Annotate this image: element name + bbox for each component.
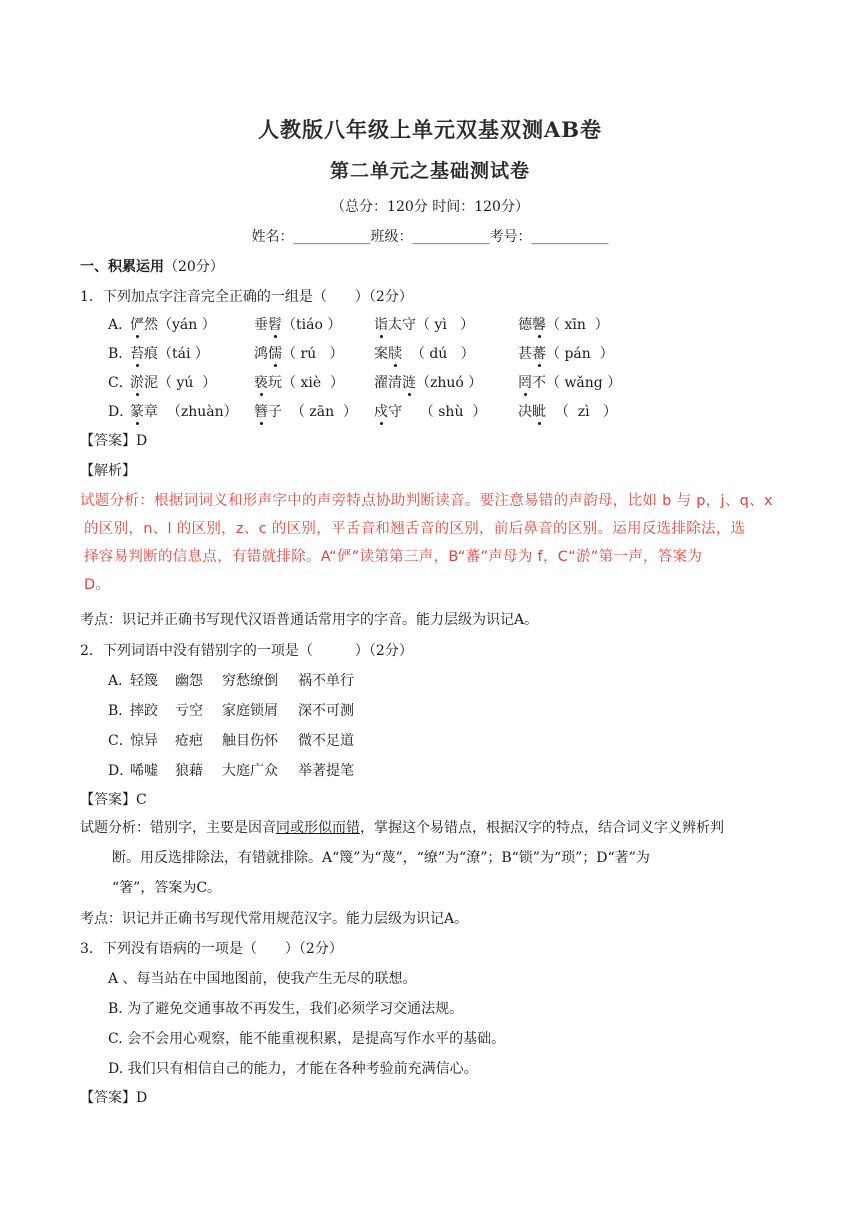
answer-value: C [136, 792, 147, 808]
q3-option-a: A 、每当站在中国地图前，使我产生无尽的联想。 [108, 971, 417, 987]
dotted-character: 髫 [268, 314, 282, 334]
q1-option-item [518, 314, 609, 334]
item-text: 垂 [254, 317, 268, 333]
analysis-line: 择容易判断的信息点，有错就排除。A“俨”读第第三声，B“蕃”声母为 f，C“淤”第一声，答案为 [84, 549, 703, 565]
dotted-character: 戍 [374, 401, 388, 421]
item-pinyin: 然（yán ） [144, 317, 216, 333]
q1-kaodian: 考点：识记并正确书写现代汉语普通话常用字的字音。能力层级为识记A。 [80, 612, 539, 628]
q1-analysis [80, 487, 794, 599]
q1-option-item [374, 401, 486, 421]
item-text: 决 [518, 404, 532, 420]
item-pinyin: 太守（ yì ） [388, 317, 475, 333]
dotted-character: 牍 [388, 343, 402, 363]
q1-option-item [254, 372, 344, 392]
answer-label: 【答案】 [80, 792, 136, 808]
q1-option-letter: C． [108, 375, 133, 391]
q2-answer [80, 789, 147, 809]
item-pinyin: 痕（tái ） [144, 346, 209, 362]
q1-option-item [130, 401, 238, 421]
q2-option-word: 家庭锁屑 [222, 703, 278, 719]
dotted-character: 眦 [532, 401, 546, 421]
item-pinyin: 子 （ zān ） [268, 404, 357, 420]
q1-option-item [254, 401, 357, 421]
q2-option-word: 惊异 [130, 733, 158, 749]
document-title: 人教版八年级上单元双基双测AB卷 [257, 117, 603, 142]
q1-option-item [374, 372, 482, 392]
q2-option-word: 大庭广众 [222, 763, 278, 779]
q2-stem: 2．下列词语中没有错别字的一项是（ ）（2分） [80, 643, 413, 659]
document-subtitle: 第二单元之基础测试卷 [329, 160, 530, 182]
dotted-character: 淤 [130, 372, 144, 392]
analysis-line: D。 [84, 577, 111, 593]
q2-option-letter: D． [108, 763, 134, 779]
q1-stem: 1．下列加点字注音完全正确的一组是（ ）（2分） [80, 289, 413, 305]
analysis-underlined-text: 同或形似而错 [276, 820, 360, 836]
q3-option-b: B. 为了避免交通事故不再发生，我们必须学习交通法规。 [108, 1001, 464, 1017]
answer-value: D [136, 433, 148, 449]
section-heading [80, 256, 224, 276]
dotted-character: 篆 [130, 401, 144, 421]
answer-value: D [136, 1090, 148, 1106]
item-pinyin: （zhuó ） [416, 375, 483, 391]
q2-option-word: 穷愁缭倒 [222, 673, 278, 689]
analysis-text: 试题分析：错别字，主要是因音 [80, 820, 276, 836]
item-pinyin: 章 （zhuàn） [144, 404, 238, 420]
q3-stem: 3．下列没有语病的一项是（ ）（2分） [80, 941, 343, 957]
q2-option-word: 微不足道 [298, 733, 354, 749]
q1-option-item [518, 372, 621, 392]
section-points: （20分） [164, 259, 224, 275]
q1-analysis-label: 【解析】 [80, 463, 136, 479]
q1-option-item [130, 314, 216, 334]
q1-option-item [518, 401, 617, 421]
q1-option-item [374, 314, 474, 334]
analysis-line: 试题分析：根据词词义和形声字中的声旁特点协助判断读音。要注意易错的声韵母，比如 b 与 p，j、q、x [80, 493, 773, 509]
item-pinyin: （ zì ） [546, 404, 618, 420]
q2-option-word: 深不可测 [298, 703, 354, 719]
item-pinyin: 守 （ shù ） [388, 404, 487, 420]
q2-option-letter: C． [108, 733, 133, 749]
item-pinyin: （ pán ） [546, 346, 614, 362]
q2-option-word: 唏嘘 [130, 763, 158, 779]
q1-option-letter: D． [108, 404, 134, 420]
q3-option-c: C. 会不会用心观察，能不能重视积累，是提高写作水平的基础。 [108, 1031, 506, 1047]
dotted-character: 苔 [130, 343, 144, 363]
item-pinyin: （ xīn ） [546, 317, 609, 333]
q2-option-word: 轻篾 [130, 673, 158, 689]
q1-option-item [130, 343, 209, 363]
analysis-text: ，掌握这个易错点，根据汉字的特点，结合词义字义辨析判 [360, 820, 724, 836]
dotted-character: 亵 [254, 372, 268, 392]
dotted-character: 簪 [254, 401, 268, 421]
dotted-character: 俨 [130, 314, 144, 334]
analysis-line-1 [80, 813, 800, 843]
q1-option-letter: B． [108, 346, 133, 362]
q1-option-letter: A． [108, 317, 133, 333]
section-label: 一、积累运用 [80, 259, 164, 275]
q2-kaodian: 考点：识记并正确书写现代常用规范汉字。能力层级为识记A。 [80, 911, 469, 927]
item-pinyin: （ rú ） [282, 346, 344, 362]
q3-option-d: D. 我们只有相信自己的能力，才能在各种考验前充满信心。 [108, 1061, 478, 1077]
item-text: 濯清 [374, 375, 402, 391]
dotted-character: 蕃 [532, 343, 546, 363]
item-pinyin: （tiáo ） [282, 317, 342, 333]
q1-option-item [518, 343, 614, 363]
dotted-character: 馨 [532, 314, 546, 334]
q1-option-item [374, 343, 475, 363]
item-text: 甚 [518, 346, 532, 362]
item-pinyin: 玩（ xiè ） [268, 375, 345, 391]
q2-analysis [80, 813, 800, 903]
q2-option-word: 触目伤怀 [222, 733, 278, 749]
q2-option-word: 祸不单行 [298, 673, 354, 689]
q2-option-letter: B． [108, 703, 133, 719]
answer-label: 【答案】 [80, 433, 136, 449]
analysis-line: 的区别，n、l 的区别，z、c 的区别，平舌音和翘舌音的区别，前后鼻音的区别。运用反选排除法，选 [84, 521, 746, 537]
q1-option-item [130, 372, 216, 392]
score-time-line: （总分：120分 时间：120分） [331, 199, 529, 215]
dotted-character: 罔 [518, 372, 532, 392]
item-pinyin: 不（ wǎng ） [532, 375, 622, 391]
analysis-line: 断。用反选排除法，有错就排除。A“篾”为“蔑”，“缭”为“潦”；B“锁”为“琐”；D“著”为 [112, 850, 650, 866]
q3-answer [80, 1087, 147, 1107]
q2-option-word: 幽怨 [175, 673, 203, 689]
item-pinyin: 泥（ yú ） [144, 375, 217, 391]
dotted-character: 儒 [268, 343, 282, 363]
q2-option-word: 摔跤 [130, 703, 158, 719]
item-pinyin: （ dú ） [402, 346, 475, 362]
item-text: 案 [374, 346, 388, 362]
q1-answer [80, 430, 147, 450]
q2-option-word: 疮疤 [175, 733, 203, 749]
dotted-character: 涟 [402, 372, 416, 392]
dotted-character: 诣 [374, 314, 388, 334]
q2-option-word: 亏空 [175, 703, 203, 719]
item-text: 鸿 [254, 346, 268, 362]
item-text: 德 [518, 317, 532, 333]
q2-option-word: 狼藉 [175, 763, 203, 779]
answer-label: 【答案】 [80, 1090, 136, 1106]
analysis-line: “箸”，答案为C。 [112, 880, 222, 896]
q1-option-item [254, 343, 344, 363]
student-info-line: 姓名：___________班级：___________考号：___________ [251, 229, 609, 245]
q2-option-word: 举著提笔 [298, 763, 354, 779]
q2-option-letter: A． [108, 673, 133, 689]
q1-option-item [254, 314, 341, 334]
